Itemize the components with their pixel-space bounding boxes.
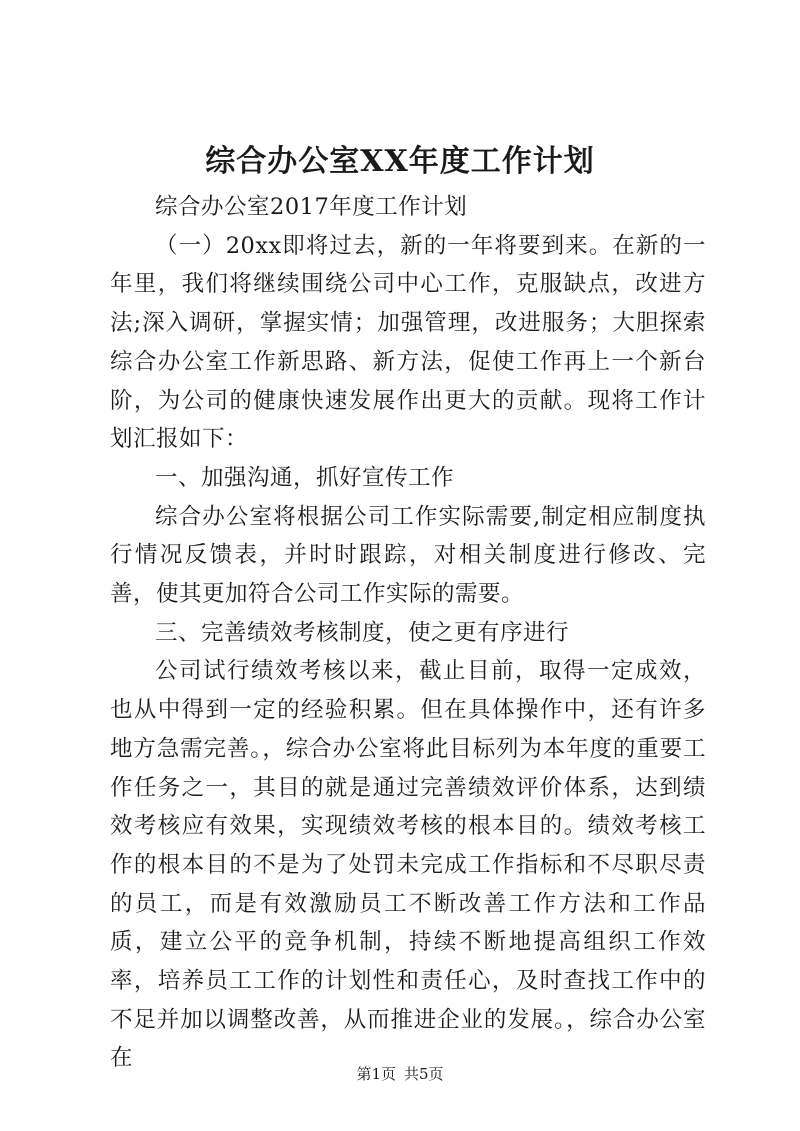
document-body: [110, 188, 706, 1078]
paragraph-section-3: 公司试行绩效考核以来，截止目前，取得一定成效，也从中得到一定的经验积累。但在具体操作中，还有许多地方急需完善。，综合办公室将此目标列为本年度的重要工作任务之一，其目的就是通过完善绩效评价体系，达到绩效考核应有效果，实现绩效考核的根本目的。绩效考核工作的根本目的不是为了处罚未完成工作指标和不尽职尽责的员工，而是有效激励员工不断改善工作方法和工作品质，建立公平的竞争机制，持续不断地提高组织工作效率，培养员工工作的计划性和责任心，及时查找工作中的不足并加以调整改善，从而推进企业的发展。，综合办公室在: [110, 658, 706, 1072]
page-total: 共5页: [404, 1065, 444, 1083]
paragraph-intro: （一）20xx即将过去，新的一年将要到来。在新的一年里，我们将继续围绕公司中心工作，克服缺点，改进方法;深入调研，掌握实情；加强管理，改进服务；大胆探索综合办公室工作新思路、新方法，促使工作再上一个新台阶，为公司的健康快速发展作出更大的贡献。现将工作计划汇报如下：: [110, 232, 706, 453]
paragraph-subtitle: 综合办公室2017年度工作计划: [155, 194, 468, 220]
section-heading-3: 三、完善绩效考核制度，使之更有序进行: [155, 619, 570, 646]
paragraph-section-1: 综合办公室将根据公司工作实际需要,制定相应制度执行情况反馈表，并时时跟踪，对相关制度进行修改、完善，使其更加符合公司工作实际的需要。: [110, 503, 706, 608]
document-title: 综合办公室XX年度工作计划: [205, 144, 595, 179]
page-number: 第1页: [356, 1065, 396, 1083]
page-footer: [0, 1062, 800, 1086]
section-heading-1: 一、加强沟通，抓好宣传工作: [155, 464, 455, 491]
